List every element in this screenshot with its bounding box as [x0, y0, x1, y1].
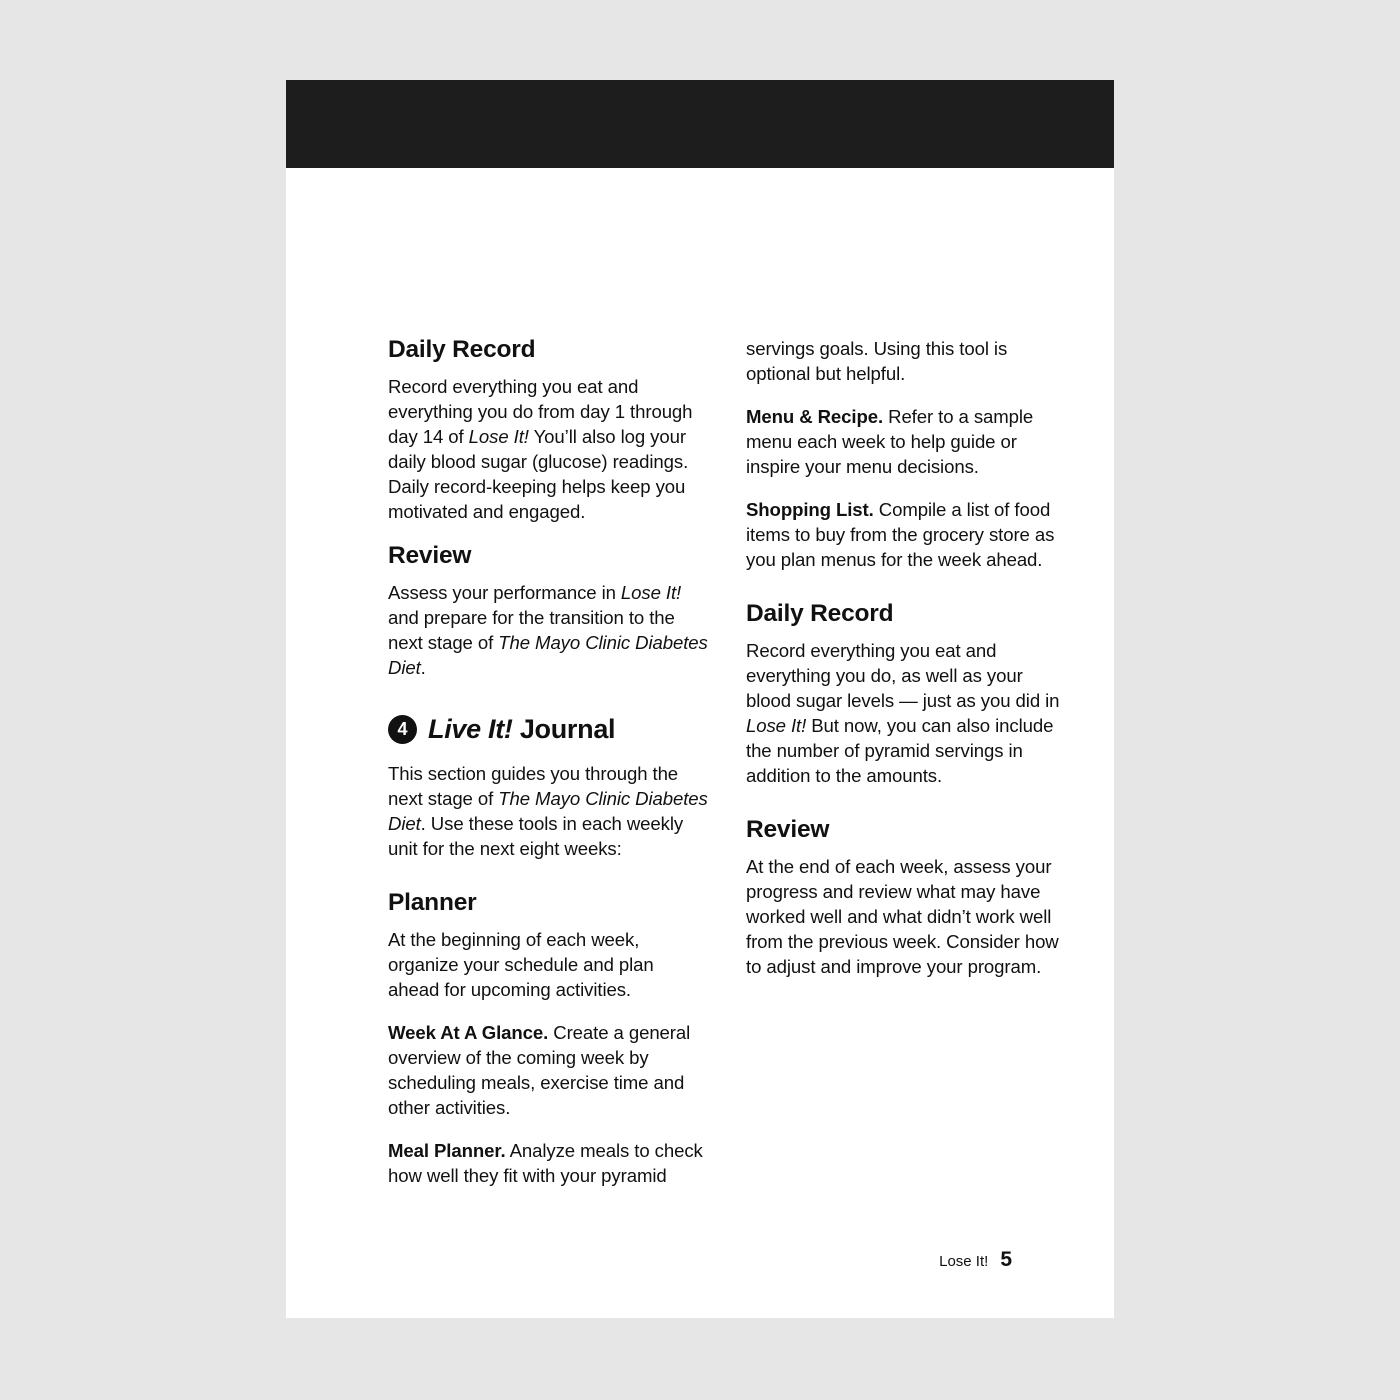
heading-daily-record-right: Daily Record: [746, 600, 894, 627]
page-footer: [939, 1248, 1012, 1272]
journal-title-text: [428, 714, 615, 745]
paragraph-daily-record-left: [388, 374, 708, 524]
heading-review-right: Review: [746, 816, 830, 843]
text-run-italic: The Mayo Clinic Diabetes Diet: [388, 632, 708, 678]
paragraph-review-right: At the end of each week, assess your progress and review what may have worked well and what didn’t work well from the previous week. Consider how to adjust and improve your program.: [746, 856, 1059, 977]
page-content-area: [286, 168, 1114, 1318]
text-run: Journal: [512, 714, 616, 744]
text-run-bold: Shopping List.: [746, 499, 874, 520]
text-run: and prepare for the transition to the next stage of: [388, 607, 675, 653]
document-page: [286, 80, 1114, 1318]
text-run-bold: Week At A Glance.: [388, 1022, 549, 1043]
text-run: Record everything you eat and everything you do from day 1 through day 14 of: [388, 376, 693, 447]
footer-section-label: Lose It!: [939, 1253, 989, 1270]
text-run-bold: Menu & Recipe.: [746, 406, 884, 427]
text-run: Analyze meals to check how well they fit with your pyramid: [388, 1140, 703, 1186]
section-number-badge: 4: [388, 715, 417, 744]
text-run: .: [420, 657, 426, 678]
text-run-italic: Lose It!: [746, 715, 807, 736]
heading-review-left: Review: [388, 542, 472, 569]
footer-page-number: 5: [1000, 1248, 1012, 1271]
heading-daily-record-left: Daily Record: [388, 336, 536, 363]
text-run: Record everything you eat and everything you do, as well as your blood sugar levels — just as you did in: [746, 640, 1060, 711]
heading-live-it-journal: [388, 714, 708, 745]
text-run-italic: Live It!: [428, 714, 513, 744]
left-column: [388, 336, 708, 1188]
text-run: . Use these tools in each weekly unit for the next eight weeks:: [388, 813, 684, 859]
text-run-italic: Lose It!: [620, 582, 682, 603]
paragraph-meal-planner: [388, 1138, 708, 1188]
text-run: This section guides you through the next stage of: [388, 763, 679, 809]
text-run: Compile a list of food items to buy from the grocery store as you plan menus for the week ahead.: [746, 499, 1055, 570]
text-run-italic: The Mayo Clinic Diabetes Diet: [388, 788, 708, 834]
text-run: Refer to a sample menu each week to help guide or inspire your menu decisions.: [746, 406, 1034, 477]
text-run: Assess your performance in: [388, 582, 621, 603]
right-column: [746, 336, 1068, 979]
page-header-band: [286, 80, 1114, 168]
text-run: You’ll also log your daily blood sugar (glucose) readings. Daily record-keeping helps keep you motivated and engaged.: [388, 426, 689, 522]
text-run-bold: Meal Planner.: [388, 1140, 506, 1161]
paragraph-journal-intro: [388, 761, 708, 861]
paragraph-menu-recipe: [746, 404, 1068, 479]
text-run: Create a general overview of the coming week by scheduling meals, exercise time and other activities.: [388, 1022, 691, 1118]
paragraph-planner: At the beginning of each week, organize your schedule and plan ahead for upcoming activities.: [388, 929, 654, 1000]
paragraph-daily-record-right: [746, 638, 1068, 788]
text-run: But now, you can also include the number of pyramid servings in addition to the amounts.: [746, 715, 1054, 786]
text-run-italic: Lose It!: [468, 426, 529, 447]
heading-planner: Planner: [388, 889, 477, 916]
paragraph-shopping-list: [746, 497, 1068, 572]
paragraph-review-left: [388, 580, 708, 680]
paragraph-week-at-a-glance: [388, 1020, 708, 1120]
paragraph-continuation: servings goals. Using this tool is optional but helpful.: [746, 338, 1008, 384]
